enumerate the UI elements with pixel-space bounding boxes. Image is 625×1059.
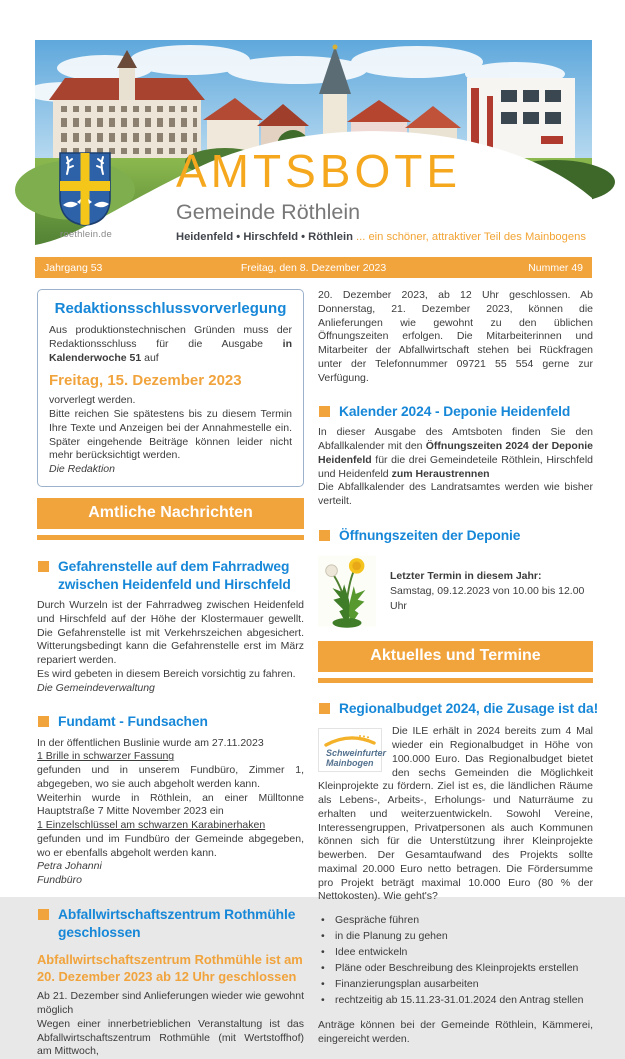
svg-text:Schweinfurter: Schweinfurter [326,748,387,759]
issue-volume: Jahrgang 53 [44,261,103,274]
deponie-termin-text [390,569,593,613]
termin-label: Letzter Termin in diesem Jahr: [390,570,542,583]
list-item: • Idee entwickeln [318,945,593,961]
notice-signature: Die Redaktion [49,463,115,475]
notice-body: Bitte reichen Sie spätestens bis zu diesem Termin Ihre Texte und Anzeigen bei der Annahmestelle ein. Später eingehende Beiträge können leider nicht mehr berücksichtigt werden. [49,408,292,462]
notice-deadline-date: Freitag, 15. Dezember 2023 [49,372,242,390]
article-heading-kalender: Kalender 2024 - Deponie Heidenfeld [318,403,593,421]
regionalbudget-body: Schweinfurter Mainbogen Die ILE erhält in 2024 bereits zum 4 Mal wieder ein Regionalbudget in Höhe von 100.000 Euro. Das Regionalbudget bietet den sechs Gemeinden die Möglichkeit Kleinprojekte zu fördern. Ziel ist es, die ländlichen Räume als Lebens-, Arbeits-, Erholungs- und Naturräume zu erhalten und weiterzuentwickeln. Sowohl Vereine, Interessengruppen, Privatpersonen als auch Kommunen können sich für die Unterstützung ihrer Kleinprojekte bewerben. Der Gesamtaufwand des Projekts sollte maximal 20.000 Euro netto betragen. Die Fördersumme pro Projekt beträgt maximal 10.000 Euro (80 % der Nettokosten). Wie geht's? [318,725,593,903]
banner-strip [318,678,593,683]
section-banner-aktuelles-termine: Aktuelles und Termine [318,641,593,672]
coat-of-arms [57,150,113,228]
left-column [37,289,304,1059]
article-heading-abfallzentrum: Abfallwirtschaftszentrum Rothmühle geschlossen [37,906,304,942]
editorial-notice-box [37,289,304,487]
abfallzentrum-subheading: Abfallwirtschaftszentrum Rothmühle ist am 20. Dezember 2023 ab 12 Uhr geschlossen [37,952,303,985]
section-bullet-icon [38,561,49,572]
newsletter-title: AMTSBOTE [176,145,462,197]
deponie-termin-row [318,555,593,627]
kalender-body: In dieser Ausgabe des Amtsboten finden Sie den Abfallkalender mit den Öffnungszeiten 2024 der Deponie Heidenfeld für die drei Gemeindeteile Röthlein, Hirschfeld und Heidenfeld zum Heraustrennen Die Abfallkalender des Landratsamtes werden wie bisher verteilt. [318,426,593,508]
gefahrenstelle-body: Durch Wurzeln ist der Fahrradweg zwischen Heidenfeld und Hirschfeld auf der Höhe der Klostermauer gewellt. Die Gefahrenstelle ist mit Verkehrszeichen abgesichert. Witterungsbedingt kann die Gefahrenstelle erst im März repariert werden. Es wird gebeten in diesem Bereich vorsichtig zu fahren. Die Gemeindeverwaltung [37,599,304,694]
masthead-districts-row [176,231,586,244]
fundamt-signature-name: Petra Johanni [37,860,102,873]
section-bullet-icon [38,716,49,727]
termin-value: Samstag, 09.12.2023 von 10.00 bis 12.00 Uhr [390,584,585,612]
article-heading-fundamt: Fundamt - Fundsachen [37,713,304,731]
issue-number: Nummer 49 [528,261,584,274]
regionalbudget-closing: Anträge können bei der Gemeinde Röthlein, Kämmerei, eingereicht werden. [318,1018,593,1045]
section-bullet-icon [319,703,330,714]
issue-bar [35,257,592,278]
list-item: • Gespräche führen [318,913,593,929]
list-item: • in die Planung zu gehen [318,929,593,945]
abfallzentrum-body: Ab 21. Dezember sind Anlieferungen wieder wie gewohnt möglich Wegen einer innerbetrieblichen Veranstaltung ist das Abfallwirtschaftszentrum Rothmühle (mit Wertstoffhof) am Mittwoch, [37,990,304,1058]
section-bullet-icon [319,406,330,417]
dandelion-image [318,555,376,627]
section-bullet-icon [38,909,49,920]
list-item: • Pläne oder Beschreibung des Kleinprojekts erstellen [318,961,593,977]
abfallzentrum-continuation: 20. Dezember 2023, ab 12 Uhr geschlossen. Ab Donnerstag, 21. Dezember 2023, können die Anlieferungen wie gewohnt zu den üblichen Öffnungszeiten erfolgen. Die Mitarbeiterinnen und Mitarbeiter der Abfallwirtschaft stehen bei Rückfragen unter der Telefonnummer 09721 55 554 gerne zur Verfügung. [318,289,593,384]
fundamt-body: In der öffentlichen Buslinie wurde am 27.11.2023 1 Brille in schwarzer Fassung gefunden und in unserem Fundbüro, Zimmer 1, abgegeben, wo sie auch abgeholt werden kann. Weiterhin wurde in Röthlein, an einer Mülltonne Hauptstraße 7 Mitte November 2023 ein 1 Einzelschlüssel am schwarzen Karabinerhaken gefunden und im Fundbüro der Gemeinde abgegeben, wo er ebenfalls abgeholt werden kann. Petra Johanni Fundbüro [37,736,304,887]
article-heading-regionalbudget: Regionalbudget 2024, die Zusage ist da! [318,700,593,718]
article-heading-oeffnungszeiten: Öffnungszeiten der Deponie [318,527,593,545]
list-item: • rechtzeitig ab 15.11.23-31.01.2024 den Antrag stellen [318,993,593,1009]
svg-text:Mainbogen: Mainbogen [326,758,374,769]
notice-title: Redaktionsschlussvorverlegung [54,300,287,317]
notice-after-date: vorverlegt werden. [49,394,136,407]
regionalbudget-steps-list [318,913,593,1009]
tagline-label: ... ein schöner, attraktiver Teil des Mainbogens [352,231,586,243]
notice-intro: Aus produktionstechnischen Gründen muss der Redaktionsschluss für die Ausgabe in Kalenderwoche 51 auf [49,324,292,364]
gefahrenstelle-signature: Die Gemeindeverwaltung [37,681,155,694]
right-column [318,289,599,1046]
banner-strip [37,535,304,540]
fundamt-signature-office: Fundbüro [37,874,82,887]
list-item: • Finanzierungsplan ausarbeiten [318,977,593,993]
found-item-2: 1 Einzelschlüssel am schwarzen Karabinerhaken [37,819,266,832]
newsletter-subtitle: Gemeinde Röthlein [176,200,361,224]
section-banner-amtliche-nachrichten: Amtliche Nachrichten [37,498,304,529]
article-heading-gefahrenstelle: Gefahrenstelle auf dem Fahrradweg zwischen Heidenfeld und Hirschfeld [37,558,304,594]
website-label: roethlein.de [59,229,113,240]
districts-label: Heidenfeld • Hirschfeld • Röthlein [176,231,353,243]
found-item-1: 1 Brille in schwarzer Fassung [37,750,175,763]
section-bullet-icon [319,530,330,541]
issue-date: Freitag, den 8. Dezember 2023 [240,261,387,274]
mainbogen-logo [318,728,387,772]
